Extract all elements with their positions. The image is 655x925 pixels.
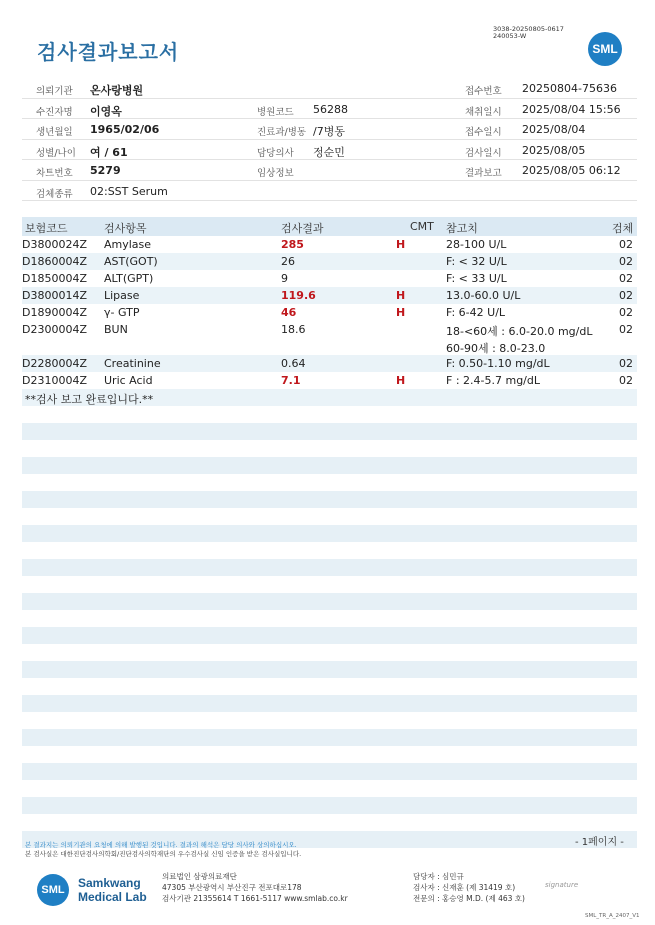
- clinical-label: 임상정보: [257, 168, 294, 179]
- info-row: [22, 181, 637, 202]
- report-code: [493, 26, 564, 40]
- row-item: ALT(GPT): [104, 272, 154, 285]
- info-row: [22, 119, 637, 140]
- row-result: 119.6: [281, 289, 316, 302]
- chart-value: 5279: [90, 164, 121, 177]
- table-row: [22, 372, 637, 389]
- row-ref: 18-<60세 : 6.0-20.0 mg/dL: [446, 325, 593, 338]
- row-item: Lipase: [104, 289, 140, 302]
- row-specimen: 02: [619, 306, 633, 319]
- table-row: [22, 338, 637, 355]
- row-ref: F: < 32 U/L: [446, 255, 507, 268]
- footer-note-2: 본 검사실은 대한진단검사의학회/진단검사의학재단의 우수검사실 신임 인증을 받은 검사실입니다.: [25, 850, 302, 858]
- test-date-value: 2025/08/05: [522, 143, 586, 157]
- col-cmt: CMT: [410, 220, 434, 233]
- empty-row-stripe: [22, 423, 637, 440]
- row-code: D3800014Z: [22, 289, 87, 302]
- row-cmt: H: [396, 289, 406, 302]
- row-specimen: 02: [619, 255, 633, 268]
- hospital-label: 의뢰기관: [36, 86, 73, 97]
- table-row: [22, 321, 637, 338]
- info-row: [22, 78, 637, 99]
- empty-row-stripe: [22, 593, 637, 610]
- sml-logo: SML: [588, 32, 622, 66]
- row-result: 285: [281, 238, 304, 251]
- table-row: [22, 253, 637, 270]
- row-ref: F: < 33 U/L: [446, 272, 507, 285]
- empty-row-stripe: [22, 763, 637, 780]
- info-row: [22, 99, 637, 120]
- empty-row-stripe: [22, 661, 637, 678]
- receipt-no-label: 접수번호: [465, 86, 502, 97]
- dept-value: /7병동: [313, 125, 345, 138]
- page-number: - 1페이지 -: [575, 837, 624, 848]
- row-ref: F: 0.50-1.10 mg/dL: [446, 357, 550, 370]
- report-complete-row: [22, 389, 637, 406]
- row-code: D2280004Z: [22, 357, 87, 370]
- sexage-label: 성별/나이: [36, 147, 76, 159]
- row-specimen: 02: [619, 238, 633, 251]
- page-title: 검사결과보고서: [37, 40, 180, 64]
- table-row: [22, 236, 637, 253]
- row-item: Uric Acid: [104, 374, 153, 387]
- col-ref: 참고치: [446, 222, 478, 235]
- specimen-value: 02:SST Serum: [90, 184, 168, 198]
- row-item: γ- GTP: [104, 306, 140, 319]
- staff-manager: 담당자 : 심민규: [413, 872, 464, 881]
- row-cmt: H: [396, 238, 406, 251]
- row-cmt: H: [396, 374, 406, 387]
- patient-info: [22, 78, 637, 201]
- row-specimen: 02: [619, 323, 633, 336]
- org-contact: 검사기관 21355614 T 1661-5117 www.smlab.co.kr: [162, 894, 348, 903]
- row-code: D1850004Z: [22, 272, 87, 285]
- footer-notes: [25, 841, 301, 859]
- row-cmt: H: [396, 306, 406, 319]
- row-ref: 13.0-60.0 U/L: [446, 289, 521, 302]
- row-specimen: 02: [619, 374, 633, 387]
- doctor-value: 정순민: [313, 145, 345, 159]
- empty-row-stripe: [22, 457, 637, 474]
- empty-row-stripe: [22, 797, 637, 814]
- row-ref: 60-90세 : 8.0-23.0: [446, 342, 546, 355]
- results-table-header: [22, 217, 637, 236]
- empty-row-stripe: [22, 729, 637, 746]
- row-ref: F : 2.4-5.7 mg/dL: [446, 374, 540, 387]
- report-value: 2025/08/05 06:12: [522, 164, 621, 177]
- report-label: 결과보고: [465, 168, 502, 179]
- receipt-no-value: 20250804-75636: [522, 82, 617, 95]
- signature: signature: [545, 881, 579, 889]
- dob-label: 생년월일: [36, 127, 73, 138]
- row-result: 46: [281, 306, 297, 319]
- org-name: 의료법인 삼광의료재단: [162, 872, 237, 881]
- row-code: D1860004Z: [22, 255, 87, 268]
- row-item: BUN: [104, 323, 128, 336]
- row-result: 26: [281, 255, 295, 268]
- table-row: [22, 304, 637, 321]
- row-item: Amylase: [104, 238, 152, 251]
- info-row: [22, 160, 637, 181]
- brand-line-2: Medical Lab: [78, 890, 147, 904]
- table-row: [22, 355, 637, 372]
- dob-value: 1965/02/06: [90, 123, 160, 136]
- receipt-date-label: 접수일시: [465, 127, 502, 138]
- row-result: 18.6: [281, 323, 306, 336]
- form-code: SML_TR_A_2407_V1: [585, 913, 640, 919]
- report-complete-text: **검사 보고 완료입니다.**: [25, 393, 154, 406]
- receipt-date-value: 2025/08/04: [522, 123, 586, 136]
- row-ref: F: 6-42 U/L: [446, 306, 506, 319]
- staff-tester: 검사자 : 신재훈 (제 31419 호): [413, 883, 516, 892]
- row-specimen: 02: [619, 289, 633, 302]
- col-result: 검사결과: [281, 222, 324, 235]
- chart-label: 차트번호: [36, 168, 73, 179]
- collect-value: 2025/08/04 15:56: [522, 102, 621, 116]
- brand-line-1: Samkwang: [78, 876, 141, 890]
- table-row: [22, 287, 637, 304]
- report-code-line2: 240053-W: [493, 32, 527, 40]
- col-item: 검사항목: [104, 222, 147, 235]
- dept-label: 진료과/병동: [257, 127, 307, 138]
- footer-staff-info: [413, 871, 525, 904]
- org-address: 47305 부산광역시 부산진구 전포대로178: [162, 883, 302, 892]
- report-code-line1: 3038-20250805-0617: [493, 25, 564, 33]
- row-result: 7.1: [281, 374, 301, 387]
- name-value: 이영옥: [90, 104, 122, 118]
- hospital-value: 온사랑병원: [90, 84, 144, 97]
- row-result: 9: [281, 272, 288, 285]
- row-item: Creatinine: [104, 357, 161, 370]
- row-specimen: 02: [619, 272, 633, 285]
- row-result: 0.64: [281, 357, 306, 370]
- col-specimen: 검체: [612, 222, 634, 235]
- empty-row-stripe: [22, 559, 637, 576]
- footer-note-1: 본 결과지는 의뢰기관의 요청에 의해 발행된 것입니다. 결과의 해석은 담당 의사와 상의하십시오.: [25, 841, 297, 849]
- info-row: [22, 140, 637, 161]
- collect-label: 채취일시: [465, 106, 502, 118]
- name-label: 수진자명: [36, 106, 73, 118]
- row-code: D1890004Z: [22, 306, 87, 319]
- empty-row-stripe: [22, 491, 637, 508]
- sexage-value: 여 / 61: [90, 145, 128, 159]
- row-ref: 28-100 U/L: [446, 238, 507, 251]
- col-code: 보험코드: [25, 222, 68, 235]
- footer-brand: [78, 876, 147, 904]
- row-specimen: 02: [619, 357, 633, 370]
- row-item: AST(GOT): [104, 255, 158, 268]
- doctor-label: 담당의사: [257, 147, 294, 159]
- empty-row-stripe: [22, 627, 637, 644]
- hospital-code-label: 병원코드: [257, 106, 294, 118]
- row-code: D2310004Z: [22, 374, 87, 387]
- row-code: D3800024Z: [22, 238, 87, 251]
- hospital-code-value: 56288: [313, 102, 348, 116]
- footer-org-info: [162, 871, 348, 904]
- row-code: D2300004Z: [22, 323, 87, 336]
- results-table: [22, 236, 637, 406]
- test-date-label: 검사일시: [465, 147, 502, 159]
- specimen-label: 검체종류: [36, 188, 73, 200]
- staff-specialist: 전문의 : 홍승영 M.D. (제 463 호): [413, 894, 525, 903]
- table-row: [22, 270, 637, 287]
- empty-row-stripe: [22, 695, 637, 712]
- empty-row-stripe: [22, 525, 637, 542]
- footer-logo: SML: [37, 874, 69, 906]
